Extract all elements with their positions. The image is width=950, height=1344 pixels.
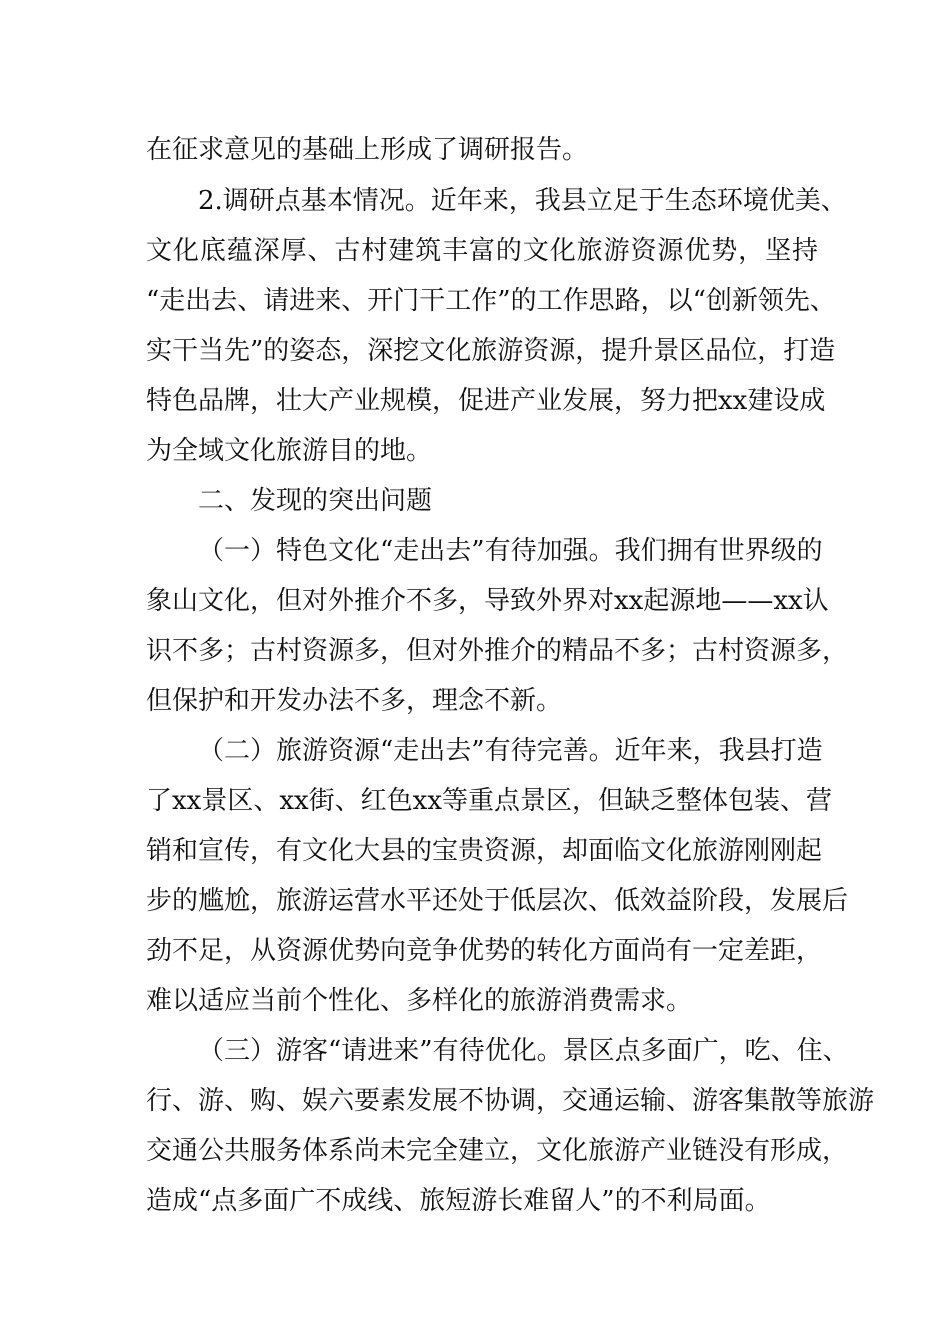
paragraph-line: 步的尴尬，旅游运营水平还处于低层次、低效益阶段，发展后 bbox=[146, 886, 849, 916]
paragraph-line: 了xx景区、xx街、红色xx等重点景区，但缺乏整体包装、营 bbox=[146, 786, 832, 816]
paragraph-line: 在征求意见的基础上形成了调研报告。 bbox=[146, 135, 589, 165]
paragraph-line: 文化底蕴深厚、古村建筑丰富的文化旅游资源优势，坚持 bbox=[146, 236, 818, 266]
section-heading: 二、发现的突出问题 bbox=[198, 486, 433, 516]
paragraph-line: 造成“点多面广不成线、旅短游长难留人”的不利局面。 bbox=[146, 1186, 771, 1216]
paragraph-line: 销和宣传，有文化大县的宝贵资源，却面临文化旅游刚刚起 bbox=[146, 836, 823, 866]
paragraph-line: （二）旅游资源“走出去”有待完善。近年来，我县打造 bbox=[198, 736, 823, 766]
paragraph-line: 特色品牌，壮大产业规模，促进产业发展，努力把xx建设成 bbox=[146, 386, 826, 416]
paragraph-line: （三）游客“请进来”有待优化。景区点多面广，吃、住、 bbox=[198, 1036, 849, 1066]
paragraph-line: 劲不足，从资源优势向竞争优势的转化方面尚有一定差距， bbox=[146, 936, 823, 966]
paragraph-line: 2.调研点基本情况。近年来，我县立足于生态环境优美、 bbox=[198, 186, 847, 216]
paragraph-line: 但保护和开发办法不多，理念不新。 bbox=[146, 686, 563, 716]
paragraph-line: 难以适应当前个性化、多样化的旅游消费需求。 bbox=[146, 986, 693, 1016]
paragraph-line: 识不多；古村资源多，但对外推介的精品不多；古村资源多， bbox=[146, 636, 849, 666]
paragraph-line: （一）特色文化“走出去”有待加强。我们拥有世界级的 bbox=[198, 536, 823, 566]
paragraph-line: 象山文化，但对外推介不多，导致外界对xx起源地——xx认 bbox=[146, 586, 829, 616]
paragraph-line: 实干当先”的姿态，深挖文化旅游资源，提升景区品位，打造 bbox=[146, 336, 836, 366]
paragraph-line: 行、游、购、娱六要素发展不协调，交通运输、游客集散等旅游 bbox=[146, 1086, 875, 1116]
paragraph-line: 交通公共服务体系尚未完全建立，文化旅游产业链没有形成， bbox=[146, 1136, 849, 1166]
paragraph-line: 为全域文化旅游目的地。 bbox=[146, 436, 433, 466]
paragraph-line: “走出去、请进来、开门干工作”的工作思路，以“创新领先、 bbox=[146, 286, 836, 316]
